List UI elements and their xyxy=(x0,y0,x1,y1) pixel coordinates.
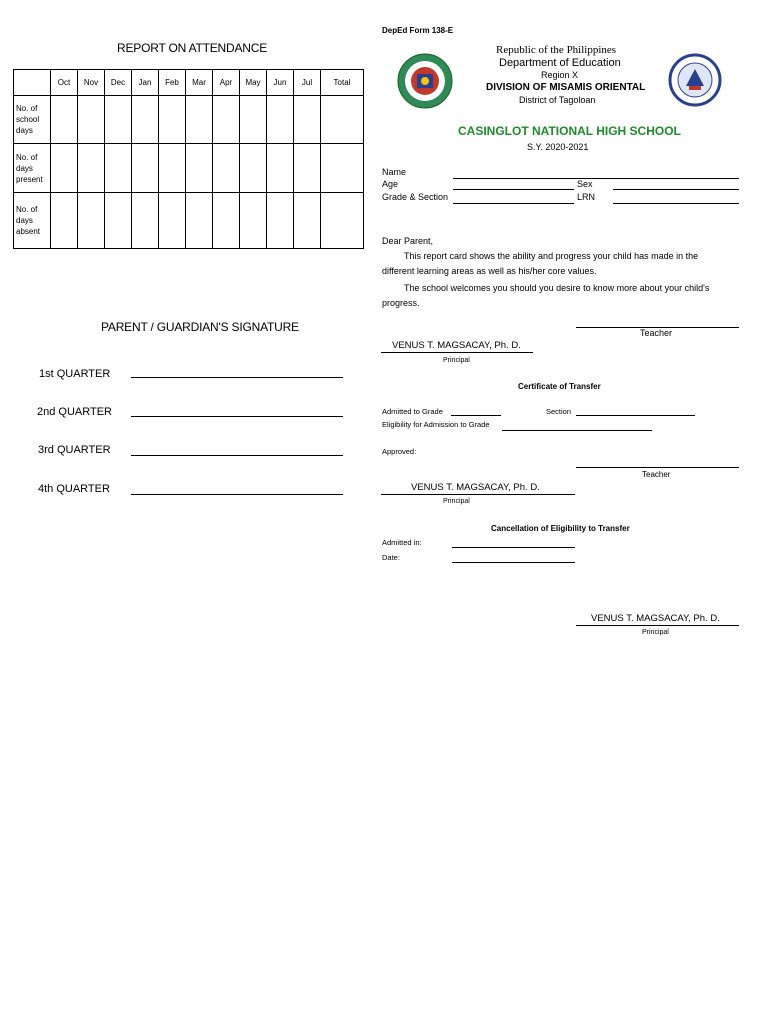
cell[interactable] xyxy=(51,144,78,193)
principal-title-1: Principal xyxy=(443,357,470,364)
cell[interactable] xyxy=(78,96,105,144)
cell[interactable] xyxy=(51,193,78,249)
admitted-in-label: Admitted in: xyxy=(382,538,422,547)
teacher-label-2: Teacher xyxy=(642,470,671,479)
grade-section-field[interactable] xyxy=(453,203,574,204)
month-header: Jun xyxy=(267,70,294,96)
cell[interactable] xyxy=(240,144,267,193)
republic-label: Republic of the Philippines xyxy=(496,44,617,56)
principal-signature-line-1[interactable] xyxy=(381,352,533,353)
cell[interactable] xyxy=(159,193,186,249)
sex-label: Sex xyxy=(577,179,593,189)
quarter-4-label: 4th QUARTER xyxy=(38,483,110,495)
principal-signature-line-3[interactable] xyxy=(576,625,739,626)
table-row xyxy=(14,193,364,249)
admitted-grade-label: Admitted to Grade xyxy=(382,407,443,416)
cell[interactable] xyxy=(105,96,132,144)
principal-name-2: VENUS T. MAGSACAY, Ph. D. xyxy=(411,482,540,493)
cell[interactable] xyxy=(213,96,240,144)
cell[interactable] xyxy=(51,96,78,144)
cell[interactable] xyxy=(132,193,159,249)
cell[interactable] xyxy=(132,144,159,193)
district-label: District of Tagoloan xyxy=(519,95,596,105)
quarter-2-label: 2nd QUARTER xyxy=(37,406,112,418)
cell[interactable] xyxy=(159,144,186,193)
deped-seal-icon xyxy=(668,53,722,107)
cell[interactable] xyxy=(78,144,105,193)
month-header: Oct xyxy=(51,70,78,96)
month-header: Mar xyxy=(186,70,213,96)
month-header: Jul xyxy=(294,70,321,96)
principal-signature-line-2[interactable] xyxy=(381,494,575,495)
name-field[interactable] xyxy=(453,178,739,179)
form-code: DepEd Form 138-E xyxy=(382,26,454,35)
quarter-1-signature-line[interactable] xyxy=(131,377,343,378)
cell[interactable] xyxy=(105,144,132,193)
teacher-label: Teacher xyxy=(640,328,673,338)
letter-para1-line1: This report card shows the ability and progress your child has made in the xyxy=(404,251,699,261)
age-label: Age xyxy=(382,179,399,189)
principal-name-1: VENUS T. MAGSACAY, Ph. D. xyxy=(392,340,521,351)
cell[interactable] xyxy=(159,96,186,144)
cell[interactable] xyxy=(186,144,213,193)
corner-cell xyxy=(14,70,51,96)
approved-label: Approved: xyxy=(382,447,417,456)
row-label-days-absent: No. of days absent xyxy=(14,193,51,249)
date-label: Date: xyxy=(382,553,400,562)
region-label: Region X xyxy=(541,70,579,80)
cell[interactable] xyxy=(321,144,364,193)
month-header: Apr xyxy=(213,70,240,96)
admitted-grade-field[interactable] xyxy=(451,415,501,416)
cell[interactable] xyxy=(267,144,294,193)
month-header: Jan xyxy=(132,70,159,96)
age-field[interactable] xyxy=(453,189,574,190)
letter-para2-line2: progress. xyxy=(382,298,420,308)
principal-title-2: Principal xyxy=(443,498,470,505)
month-header: Nov xyxy=(78,70,105,96)
attendance-title: REPORT ON ATTENDANCE xyxy=(117,41,268,55)
department-label: Department of Education xyxy=(499,57,621,69)
lrn-label: LRN xyxy=(577,192,596,202)
cell[interactable] xyxy=(240,96,267,144)
section-label: Section xyxy=(546,407,572,416)
month-header: May xyxy=(240,70,267,96)
cell[interactable] xyxy=(240,193,267,249)
table-row xyxy=(14,144,364,193)
quarter-3-signature-line[interactable] xyxy=(131,455,343,456)
principal-name-3: VENUS T. MAGSACAY, Ph. D. xyxy=(591,613,720,624)
transfer-title: Certificate of Transfer xyxy=(518,382,601,391)
row-label-days-present: No. of days present xyxy=(14,144,51,193)
cell[interactable] xyxy=(186,96,213,144)
school-seal-icon xyxy=(396,52,454,110)
school-name: CASINGLOT NATIONAL HIGH SCHOOL xyxy=(458,124,681,138)
cell[interactable] xyxy=(294,193,321,249)
attendance-table xyxy=(13,69,364,249)
admitted-in-field[interactable] xyxy=(452,547,575,548)
section-field[interactable] xyxy=(576,415,695,416)
quarter-4-signature-line[interactable] xyxy=(131,494,343,495)
letter-para2-line1: The school welcomes you should you desire to know more about your child's xyxy=(404,283,710,293)
date-field[interactable] xyxy=(452,562,575,563)
lrn-field[interactable] xyxy=(613,203,739,204)
letter-para1-line2: different learning areas as well as his/her core values. xyxy=(382,266,597,276)
eligibility-field[interactable] xyxy=(502,430,652,431)
month-header: Dec xyxy=(105,70,132,96)
total-header: Total xyxy=(321,70,364,96)
quarter-3-label: 3rd QUARTER xyxy=(38,444,111,456)
cell[interactable] xyxy=(321,193,364,249)
quarter-2-signature-line[interactable] xyxy=(131,416,343,417)
cell[interactable] xyxy=(105,193,132,249)
sex-field[interactable] xyxy=(613,189,739,190)
cell[interactable] xyxy=(213,193,240,249)
teacher-signature-line-2[interactable] xyxy=(576,467,739,468)
division-label: DIVISION OF MISAMIS ORIENTAL xyxy=(486,82,646,93)
cell[interactable] xyxy=(294,144,321,193)
row-label-school-days: No. of school days xyxy=(14,96,51,144)
cell[interactable] xyxy=(267,193,294,249)
cell[interactable] xyxy=(294,96,321,144)
month-header: Feb xyxy=(159,70,186,96)
cell[interactable] xyxy=(132,96,159,144)
table-row xyxy=(14,96,364,144)
letter-salutation: Dear Parent, xyxy=(382,236,434,246)
principal-title-3: Principal xyxy=(642,629,669,636)
cell[interactable] xyxy=(267,96,294,144)
eligibility-label: Eligibility for Admission to Grade xyxy=(382,420,490,429)
name-label: Name xyxy=(382,167,407,177)
cell[interactable] xyxy=(213,144,240,193)
cell[interactable] xyxy=(78,193,105,249)
quarter-1-label: 1st QUARTER xyxy=(39,368,111,380)
cancellation-title: Cancellation of Eligibility to Transfer xyxy=(491,524,630,533)
grade-section-label: Grade & Section xyxy=(382,192,449,202)
signature-title: PARENT / GUARDIAN'S SIGNATURE xyxy=(101,320,299,334)
cell[interactable] xyxy=(186,193,213,249)
school-year: S.Y. 2020-2021 xyxy=(527,142,589,152)
cell[interactable] xyxy=(321,96,364,144)
